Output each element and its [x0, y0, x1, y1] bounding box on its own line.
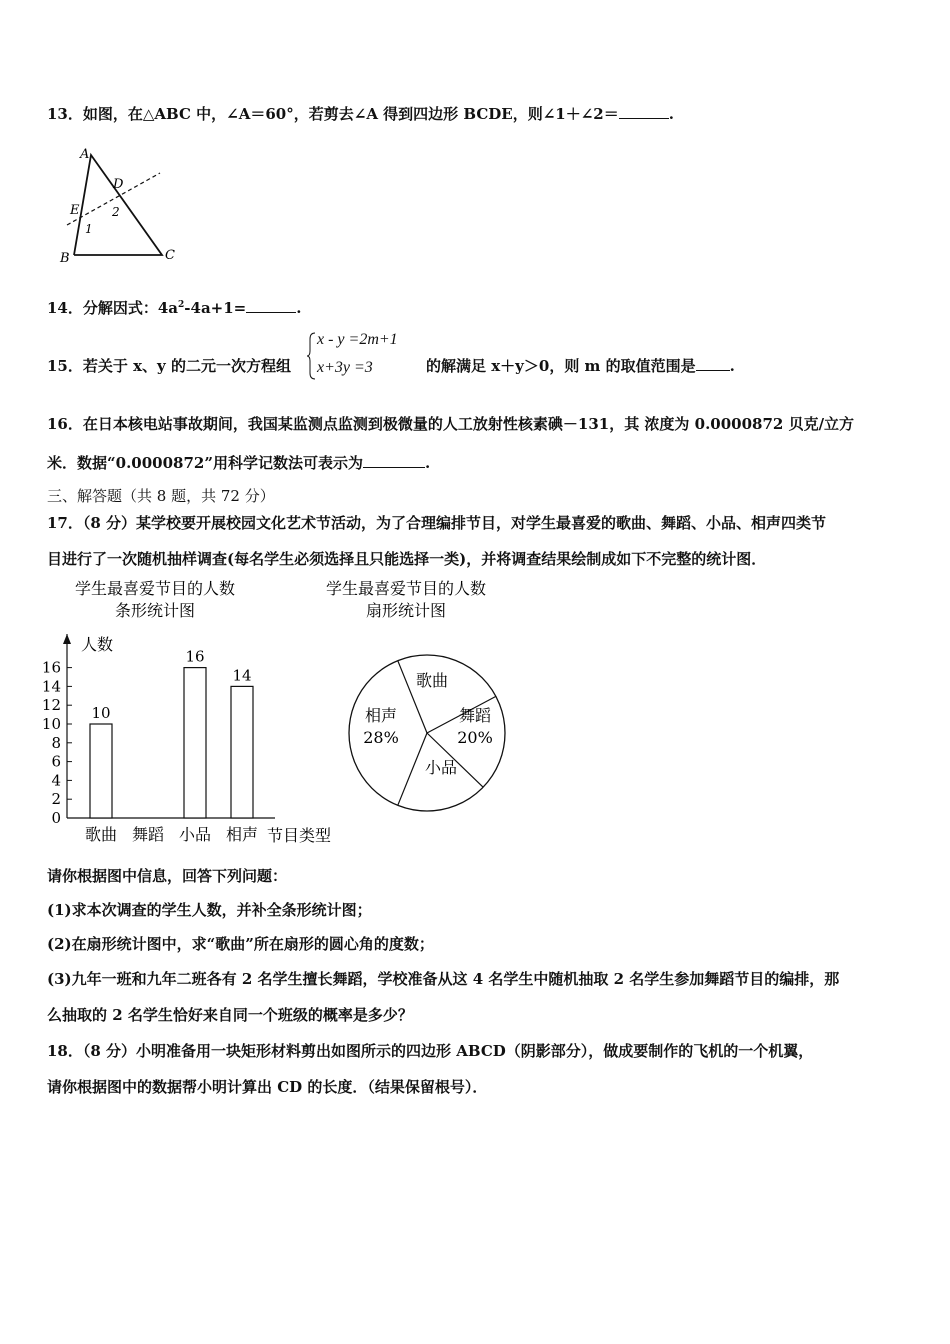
q14-answer-blank[interactable] [246, 298, 296, 313]
y-tick-label: 6 [51, 752, 61, 771]
y-axis-arrow [63, 634, 71, 644]
bar-value-label: 14 [232, 666, 252, 685]
q17-prompt: 请你根据图中信息，回答下列问题： [47, 867, 288, 885]
x-tick-label: 相声 [225, 825, 259, 844]
y-tick-label: 4 [51, 771, 61, 790]
bar [231, 686, 253, 818]
equation-brace [307, 331, 317, 381]
q14-prefix: 14．分解因式：4a [47, 299, 179, 317]
q15-answer-blank[interactable] [696, 356, 730, 371]
q16-text: 米．数据“0.0000872”用科学记数法可表示为 [47, 454, 363, 472]
x-tick-label: 舞蹈 [131, 825, 165, 844]
equation-1: x - y =2m+1 [317, 331, 398, 348]
q13-question: 13．如图，在△ABC 中，∠A＝60°，若剪去∠A 得到四边形 BCDE，则∠1＋∠2＝ [47, 105, 619, 123]
bar-chart [35, 572, 355, 852]
q16-end: . [424, 454, 431, 472]
q17-sub2: (2)在扇形统计图中，求“歌曲”所在扇形的圆心角的度数； [47, 935, 434, 953]
q13-end: . [668, 105, 674, 123]
section-heading: 三、解答题（共 8 题，共 72 分） [47, 487, 275, 505]
y-tick-label: 12 [41, 696, 61, 715]
q18-line1: 18．（8 分）小明准备用一块矩形材料剪出如图所示的四边形 ABCD（阴影部分），做成要制作的飞机的一个机翼， [47, 1042, 814, 1060]
q14-sup: 2 [178, 300, 185, 310]
equation-2: x+3y =3 [317, 359, 373, 376]
label-d: D [113, 177, 124, 192]
x-tick-label: 歌曲 [84, 825, 118, 844]
q17-line2: 目进行了一次随机抽样调查(每名学生必须选择且只能选择一类)，并将调查结果绘制成如下不完整的统计图． [47, 550, 767, 568]
bar-chart-subtitle: 条形统计图 [114, 601, 196, 620]
q17-sub3-line2: 么抽取的 2 名学生恰好来自同一个班级的概率是多少？ [47, 1006, 413, 1024]
y-tick-label: 8 [51, 733, 61, 752]
q14-end: . [296, 299, 302, 317]
y-tick-label: 14 [41, 677, 61, 696]
q16-line2 [47, 452, 430, 473]
label-b: B [60, 251, 70, 266]
q13-answer-blank[interactable] [619, 104, 669, 119]
q15-prefix: 15．若关于 x、y 的二元一次方程组 [47, 357, 291, 375]
bar-chart-title: 学生最喜爱节目的人数 [74, 579, 236, 598]
q16-answer-blank[interactable] [363, 453, 425, 468]
q17-sub3-line1: (3)九年一班和九年二班各有 2 名学生擅长舞蹈，学校准备从这 4 名学生中随机抽取 2 名学生参加舞蹈节目的编排，那 [47, 970, 840, 988]
triangle-figure [55, 145, 185, 270]
q17-sub1: (1)求本次调查的学生人数，并补全条形统计图； [47, 901, 372, 919]
label-two: 2 [112, 205, 120, 219]
q14-suffix: -4a+1= [184, 299, 247, 317]
q15-suffix: 的解满足 x＋y＞0，则 m 的取值范围是 [426, 357, 696, 375]
y-tick-label: 2 [51, 790, 61, 809]
x-tick-label: 小品 [178, 825, 212, 844]
label-a: A [80, 147, 90, 162]
pie-slice-percent: 20% [457, 728, 493, 747]
bar-value-label: 16 [185, 647, 205, 666]
pie-chart [310, 572, 510, 842]
bar-value-label: 10 [91, 704, 111, 722]
q15-text [47, 355, 291, 376]
y-tick-label: 10 [41, 715, 61, 733]
pie-slice-label: 歌曲 [415, 671, 449, 690]
label-e: E [70, 203, 80, 218]
q18-line2: 请你根据图中的数据帮小明计算出 CD 的长度．（结果保留根号）． [47, 1078, 488, 1096]
bar-chart-xlabel: 节目类型 [267, 826, 332, 845]
q15-suffix-line [426, 355, 735, 376]
pie-chart-subtitle: 扇形统计图 [365, 601, 447, 620]
y-tick-label: 0 [51, 809, 61, 827]
q14-text [47, 297, 302, 318]
q16-line1: 16．在日本核电站事故期间，我国某监测点监测到极微量的人工放射性核素碘－131，其 浓度为 0.0000872 贝克/立方 [47, 415, 855, 433]
q17-line1: 17．（8 分）某学校要开展校园文化艺术节活动，为了合理编排节目，对学生最喜爱的歌曲、舞蹈、小品、相声四类节 [47, 514, 827, 532]
label-c: C [165, 248, 175, 263]
label-one: 1 [85, 222, 93, 236]
bar-chart-ylabel: 人数 [81, 635, 114, 654]
q15-end: . [729, 357, 735, 375]
bar [90, 724, 112, 818]
bar [184, 668, 206, 818]
y-tick-label: 16 [41, 658, 61, 677]
pie-slice-percent: 28% [363, 728, 399, 747]
pie-chart-title: 学生最喜爱节目的人数 [325, 579, 487, 598]
q13-text [47, 103, 674, 124]
pie-slice-label: 相声 [364, 706, 398, 725]
pie-slice-label: 舞蹈 [458, 706, 492, 725]
pie-slice-label: 小品 [424, 758, 458, 777]
